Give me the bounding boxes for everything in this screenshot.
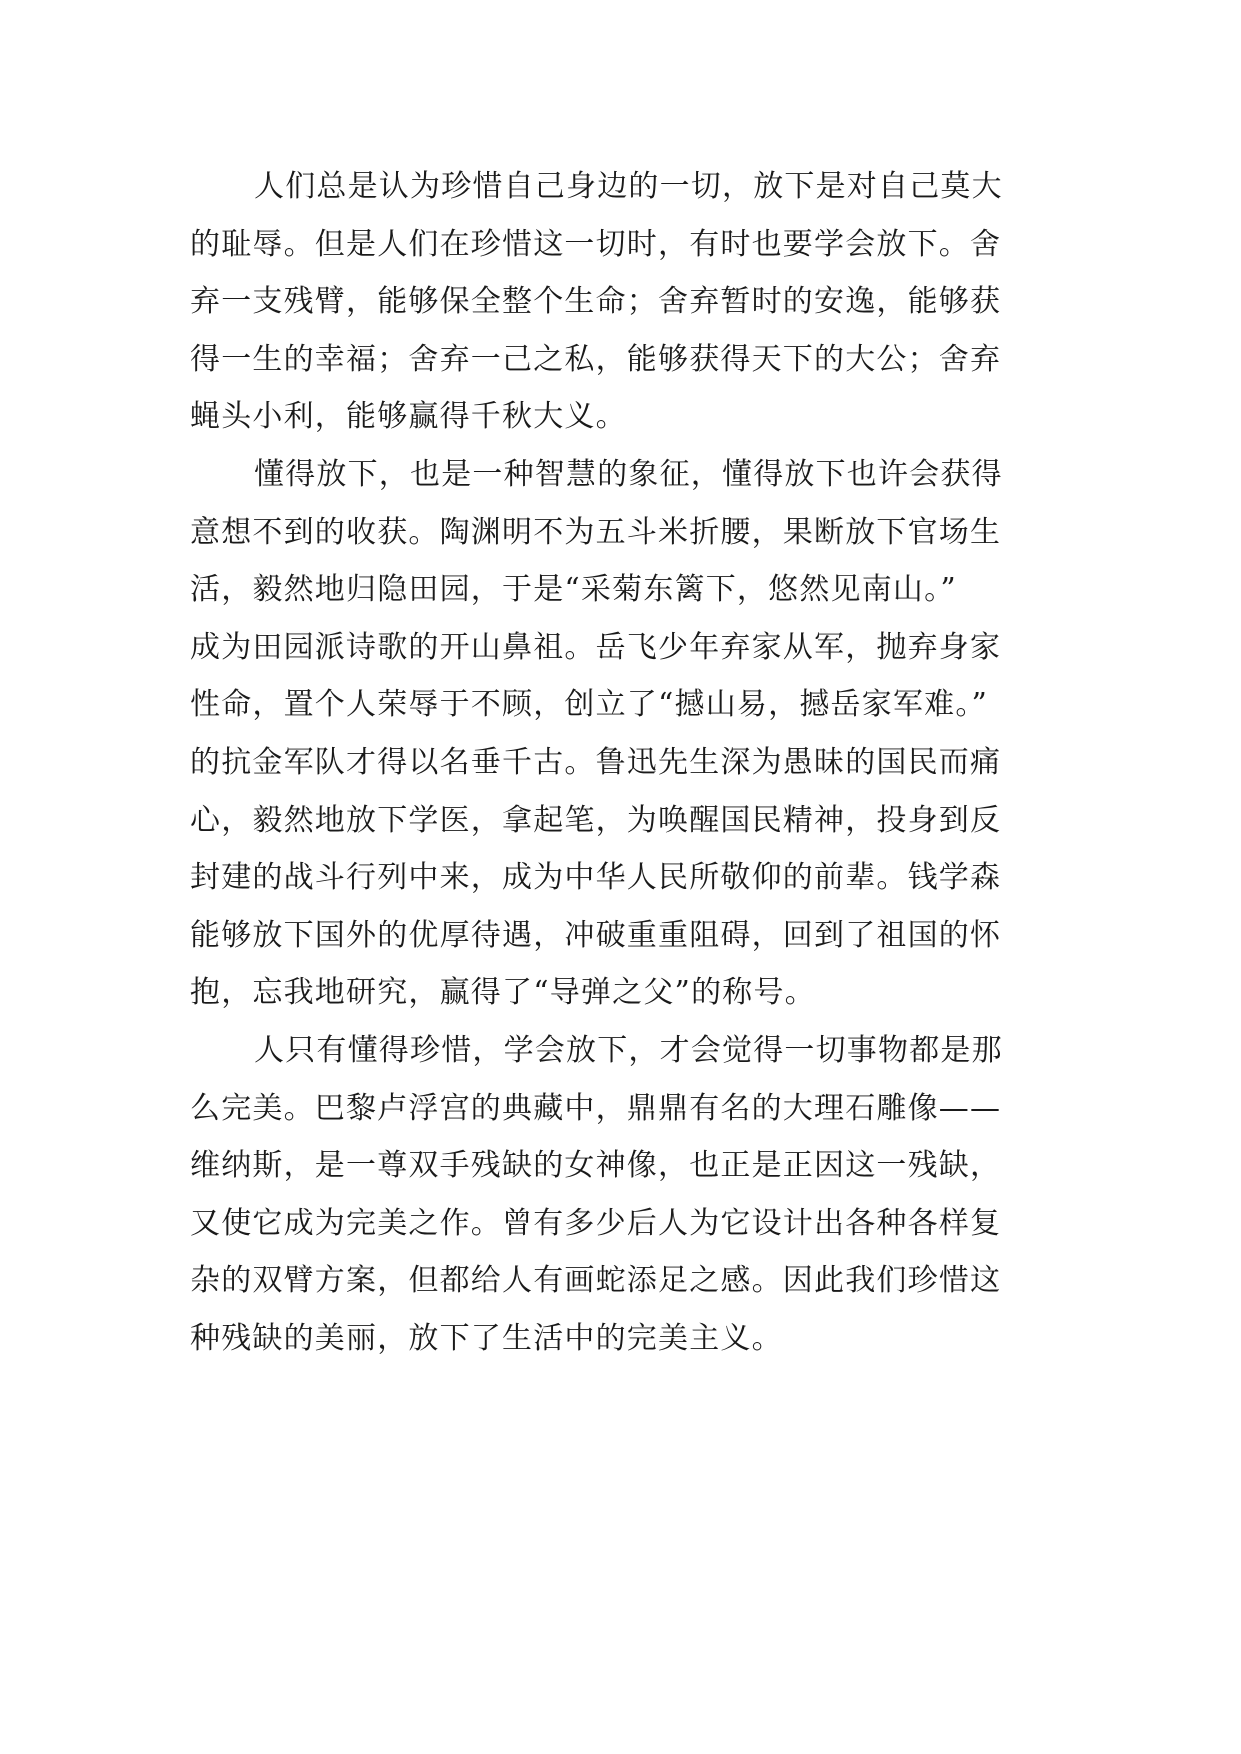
paragraph-2	[190, 446, 1050, 1022]
text-line: 抱，忘我地研究，赢得了“导弹之父”的称号。	[190, 975, 816, 1011]
text-line: 弃一支残臂，能够保全整个生命；舍弃暂时的安逸，能够获	[190, 284, 1002, 320]
paragraph-1	[190, 158, 1050, 446]
text-line: 性命，置个人荣辱于不顾，创立了“撼山易，撼岳家军难。”	[190, 687, 989, 723]
text-line: 意想不到的收获。陶渊明不为五斗米折腰，果断放下官场生	[190, 514, 1002, 550]
text-line: 人只有懂得珍惜，学会放下，才会觉得一切事物都是那	[254, 1032, 1003, 1068]
text-line: 么完美。巴黎卢浮宫的典藏中，鼎鼎有名的大理石雕像——	[190, 1090, 1002, 1126]
text-line: 懂得放下，也是一种智慧的象征，懂得放下也许会获得	[254, 456, 1003, 492]
text-line: 的抗金军队才得以名垂千古。鲁迅先生深为愚昧的国民而痛	[190, 744, 1002, 780]
paragraph-3	[190, 1022, 1050, 1368]
text-line: 种残缺的美丽，放下了生活中的完美主义。	[190, 1320, 783, 1356]
text-line: 能够放下国外的优厚待遇，冲破重重阻碍，回到了祖国的怀	[190, 917, 1002, 953]
text-line: 得一生的幸福；舍弃一己之私，能够获得天下的大公；舍弃	[190, 341, 1002, 377]
text-line: 人们总是认为珍惜自己身边的一切，放下是对自己莫大	[254, 169, 1003, 204]
text-line: 又使它成为完美之作。曾有多少后人为它设计出各种各样复	[190, 1205, 1002, 1241]
text-line: 心，毅然地放下学医，拿起笔，为唤醒国民精神，投身到反	[190, 802, 1002, 838]
text-line: 维纳斯，是一尊双手残缺的女神像，也正是正因这一残缺，	[190, 1148, 1002, 1184]
text-line: 活，毅然地归隐田园，于是“采菊东篱下，悠然见南山。”	[190, 572, 957, 608]
text-line: 杂的双臂方案，但都给人有画蛇添足之感。因此我们珍惜这	[190, 1263, 1002, 1299]
document-body	[190, 158, 1050, 1367]
text-line: 封建的战斗行列中来，成为中华人民所敬仰的前辈。钱学森	[190, 860, 1002, 896]
text-line: 成为田园派诗歌的开山鼻祖。岳飞少年弃家从军，抛弃身家	[190, 629, 1002, 665]
text-line: 的耻辱。但是人们在珍惜这一切时，有时也要学会放下。舍	[190, 226, 1002, 262]
text-line: 蝇头小利，能够赢得千秋大义。	[190, 399, 627, 435]
